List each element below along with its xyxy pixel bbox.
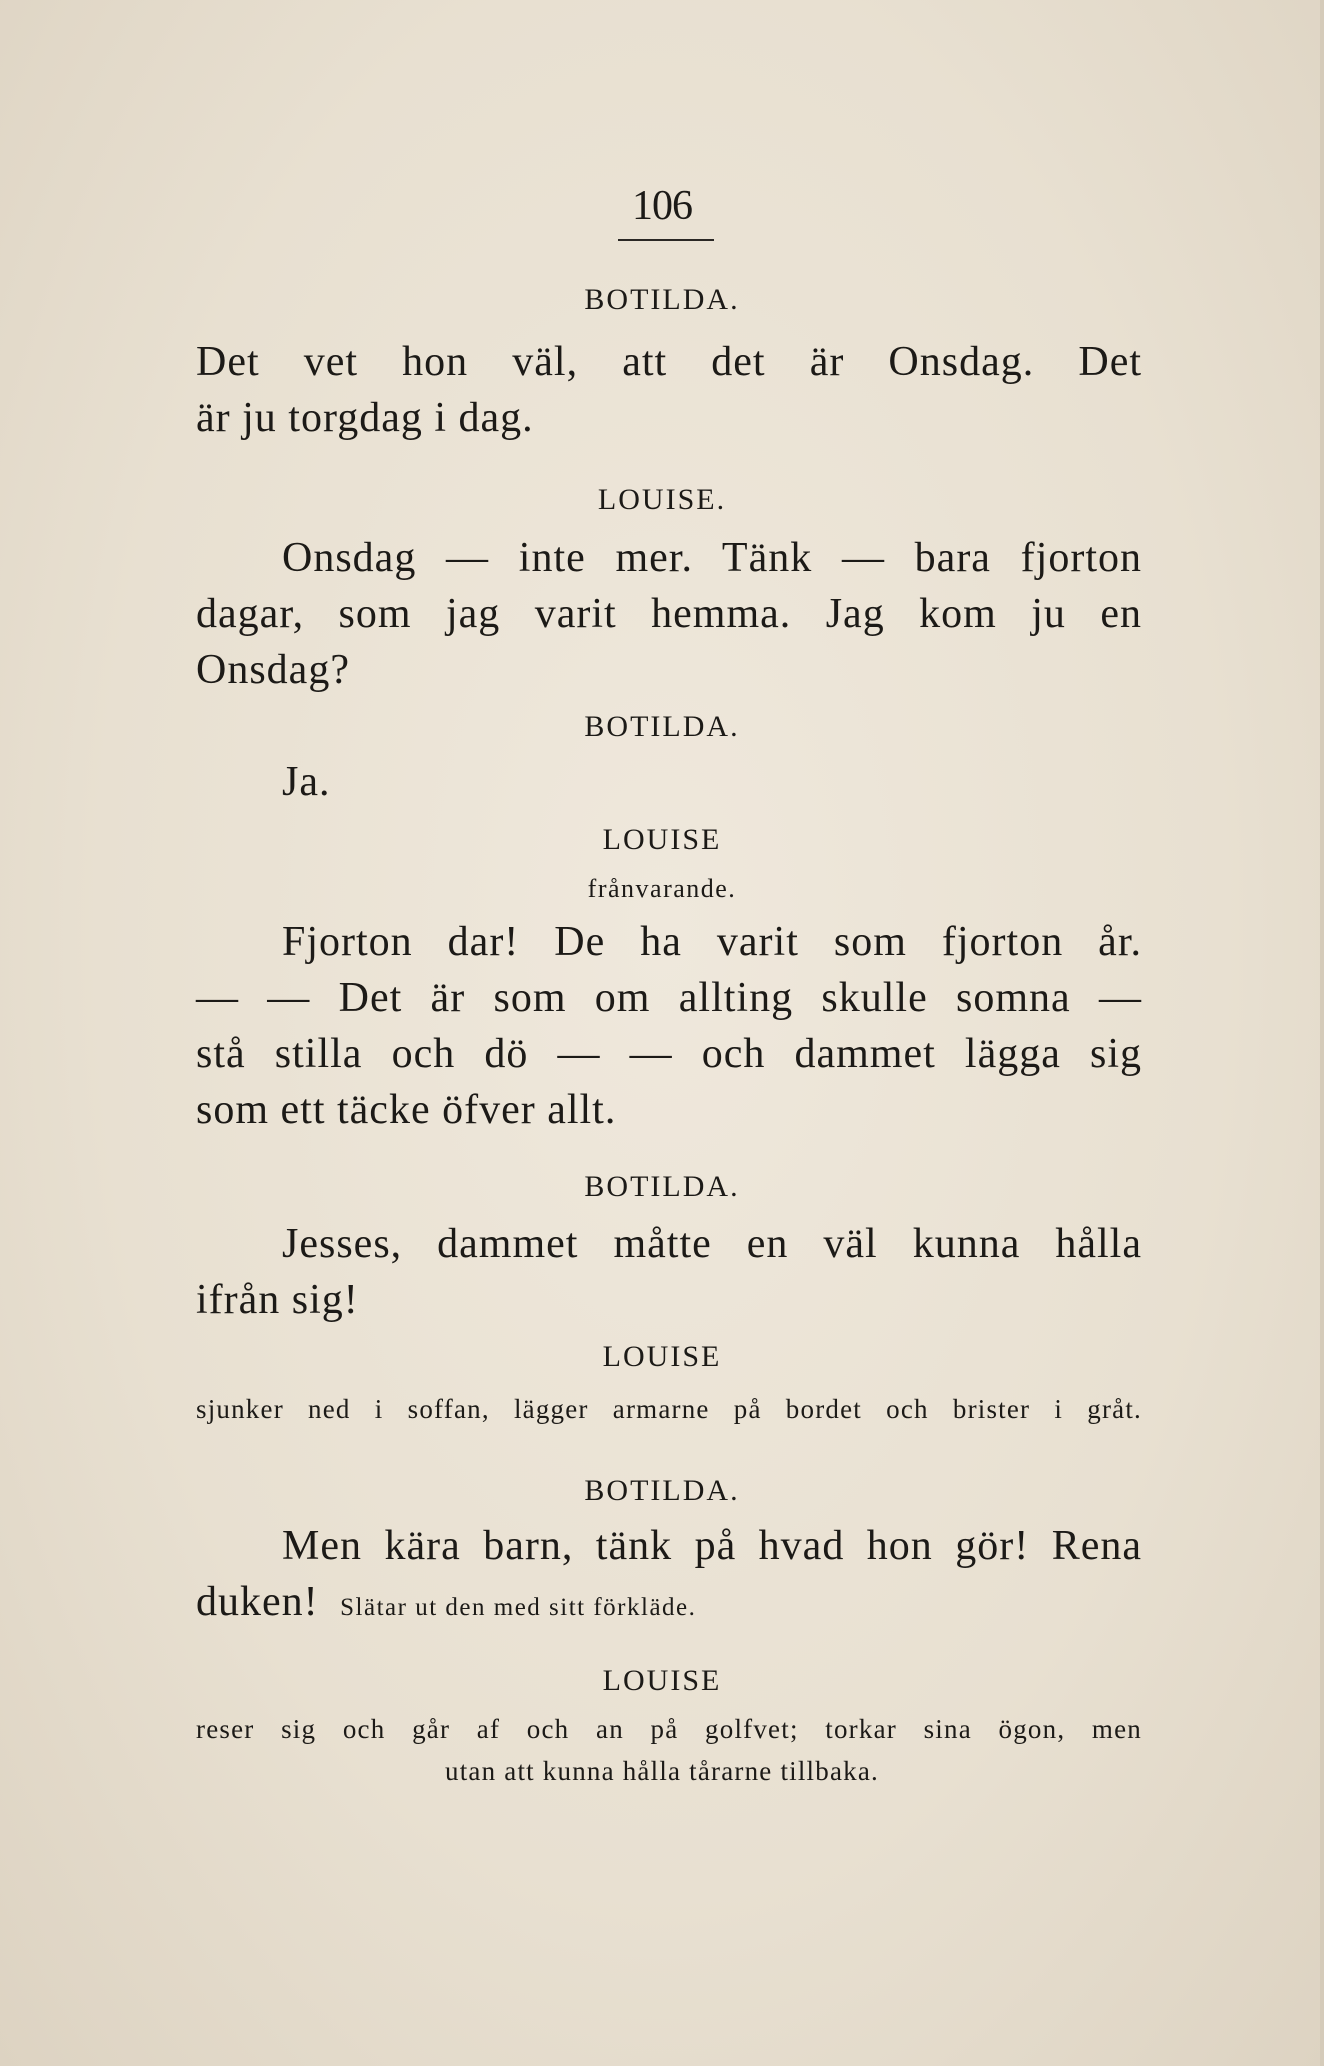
speaker-botilda-3: BOTILDA. — [584, 1170, 740, 1203]
speaker-botilda-2: BOTILDA. — [584, 710, 740, 743]
dialogue-line-with-direction — [196, 1578, 1142, 1626]
dialogue-line: Onsdag — inte mer. Tänk — bara fjorton — [282, 535, 1142, 581]
speaker-louise-4: LOUISE — [602, 1664, 722, 1697]
dialogue-line: är ju torgdag i dag. — [196, 395, 534, 441]
dialogue-line: Jesses, dammet måtte en väl kunna hålla — [282, 1221, 1142, 1267]
speaker-louise-3: LOUISE — [602, 1340, 722, 1373]
dialogue-line: — — Det är som om allting skulle somna — — [196, 975, 1142, 1021]
stage-direction: sjunker ned i soffan, lägger armarne på bordet och brister i gråt. — [196, 1394, 1142, 1424]
stage-direction: reser sig och går af och an på golfvet; torkar sina ögon, men — [196, 1714, 1142, 1744]
page-number-rule — [618, 239, 714, 241]
dialogue-line: Ja. — [282, 759, 331, 805]
dialogue-line: stå stilla och dö — — och dammet lägga sig — [196, 1031, 1142, 1077]
dialogue-line: Onsdag? — [196, 647, 350, 693]
dialogue-line: Men kära barn, tänk på hvad hon gör! Rena — [282, 1523, 1142, 1569]
page-number: 106 — [632, 183, 692, 229]
speaker-louise-1: LOUISE. — [597, 483, 727, 516]
stage-direction: utan att kunna hålla tårarne tillbaka. — [445, 1756, 879, 1786]
dialogue-line: Det vet hon väl, att det är Onsdag. Det — [196, 339, 1142, 385]
speaker-botilda-1: BOTILDA. — [584, 283, 740, 316]
stage-direction: frånvarande. — [587, 874, 737, 903]
dialogue-line: som ett täcke öfver allt. — [196, 1087, 617, 1133]
speaker-louise-2: LOUISE — [602, 823, 722, 856]
dialogue-line: Fjorton dar! De ha varit som fjorton år. — [282, 919, 1142, 965]
dialogue-text: duken! — [196, 1579, 319, 1625]
dialogue-line: ifrån sig! — [196, 1277, 359, 1323]
dialogue-line: dagar, som jag varit hemma. Jag kom ju en — [196, 591, 1142, 637]
speaker-botilda-4: BOTILDA. — [584, 1474, 740, 1507]
inline-stage-direction: Slätar ut den med sitt förkläde. — [340, 1594, 697, 1621]
